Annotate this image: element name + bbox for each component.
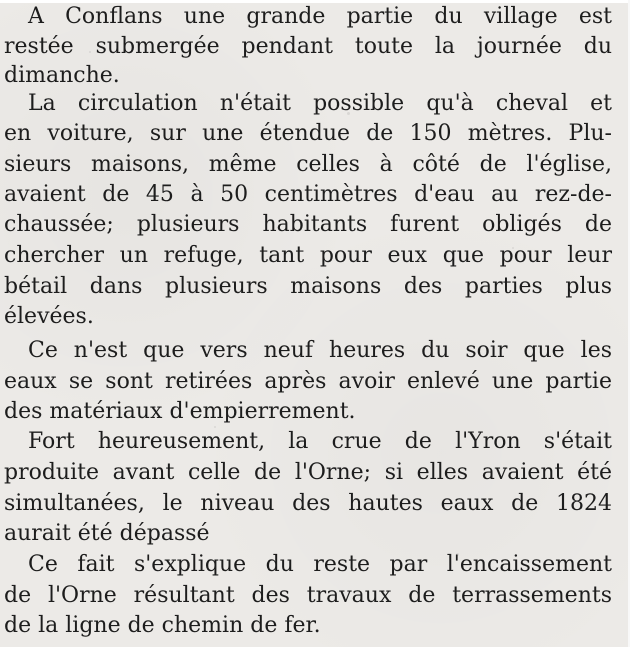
text-line-15: Fort heureusement, la crue de l'Yron s'était xyxy=(28,429,612,454)
text-line-10: bétail dans plusieurs maisons des parties plus xyxy=(4,274,612,299)
text-line-8: chaussée; plusieurs habitants furent obligés de xyxy=(4,212,612,237)
text-line-20: de l'Orne résultant des travaux de terrassements xyxy=(4,583,612,608)
text-line-14: des matériaux d'empierrement. xyxy=(4,399,356,424)
text-line-21: de la ligne de chemin de fer. xyxy=(4,613,321,638)
text-line-4: La circulation n'était possible qu'à cheval et xyxy=(28,91,612,116)
text-line-9: chercher un refuge, tant pour eux que pour leur xyxy=(4,243,612,268)
text-line-1: A Conflans une grande partie du village est xyxy=(28,4,612,29)
text-line-19: Ce fait s'explique du reste par l'encaissement xyxy=(28,552,612,577)
text-line-6: sieurs maisons, même celles à côté de l'église, xyxy=(4,152,612,177)
text-line-13: eaux se sont retirées après avoir enlevé une partie xyxy=(4,369,612,394)
text-line-18: aurait été dépassé xyxy=(4,521,210,546)
text-line-12: Ce n'est que vers neuf heures du soir que les xyxy=(28,338,612,363)
text-line-3: dimanche. xyxy=(4,63,120,88)
text-line-11: élevées. xyxy=(4,304,94,329)
text-line-16: produite avant celle de l'Orne; si elles avaient été xyxy=(4,460,612,485)
text-line-7: avaient de 45 à 50 centimètres d'eau au rez-de- xyxy=(4,182,612,207)
text-line-5: en voiture, sur une étendue de 150 mètres. Plu- xyxy=(4,121,612,146)
text-line-17: simultanées, le niveau des hautes eaux de 1824 xyxy=(4,491,612,516)
text-line-2: restée submergée pendant toute la journée du xyxy=(4,34,612,59)
